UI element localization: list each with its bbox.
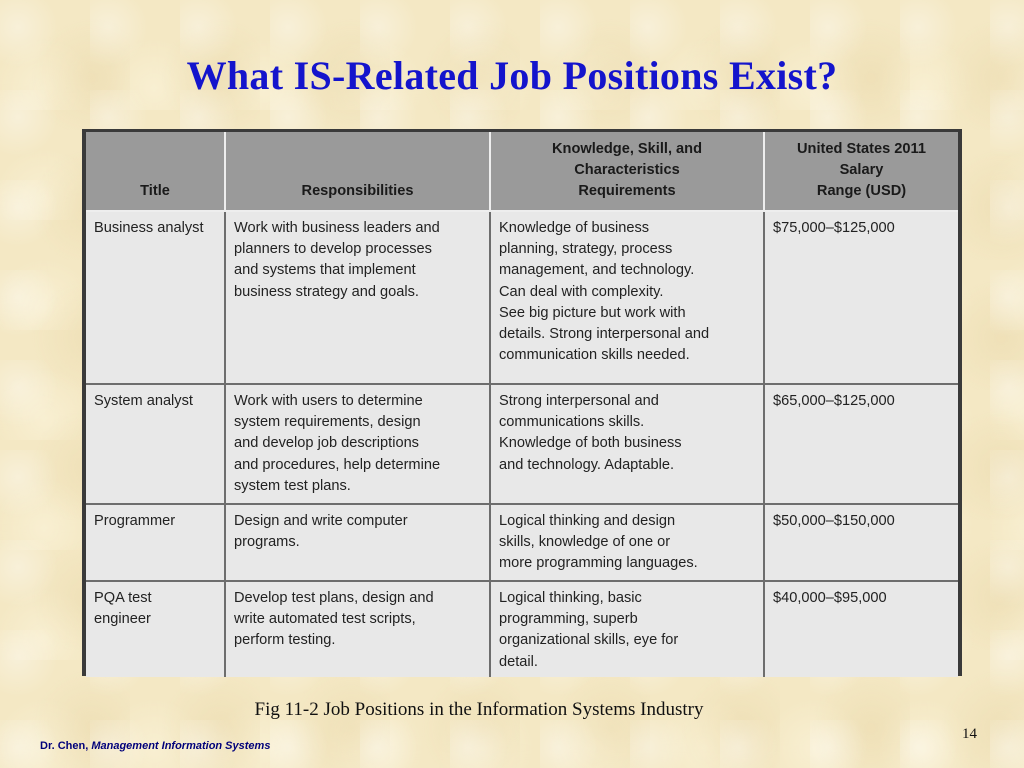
cell-salary: $75,000–$125,000 (764, 211, 958, 384)
column-header-title: Title (86, 132, 225, 211)
cell-title: Programmer (86, 504, 225, 581)
slide-title: What IS-Related Job Positions Exist? (186, 53, 838, 98)
footer-author: Dr. Chen, (40, 740, 92, 752)
table-header-row (86, 132, 958, 211)
cell-responsibilities: Develop test plans, design and write automated test scripts, perform testing. (225, 581, 490, 677)
table-row (86, 581, 958, 677)
cell-salary: $50,000–$150,000 (764, 504, 958, 581)
cell-responsibilities: Design and write computer programs. (225, 504, 490, 581)
job-positions-table (86, 132, 958, 677)
table-row (86, 211, 958, 384)
cell-salary: $65,000–$125,000 (764, 384, 958, 504)
figure-caption: Fig 11-2 Job Positions in the Information Systems Industry (254, 699, 704, 720)
page-number: 14 (962, 726, 977, 742)
cell-responsibilities: Work with business leaders and planners to develop processes and systems that implement business strategy and goals. (225, 211, 490, 384)
column-header-requirements: Knowledge, Skill, and Characteristics Requirements (490, 132, 764, 211)
job-positions-table-frame (82, 129, 962, 676)
cell-title: Business analyst (86, 211, 225, 384)
cell-requirements: Logical thinking, basic programming, superb organizational skills, eye for detail. (490, 581, 764, 677)
cell-title: PQA test engineer (86, 581, 225, 677)
cell-salary: $40,000–$95,000 (764, 581, 958, 677)
cell-requirements: Strong interpersonal and communications skills. Knowledge of both business and technology. Adaptable. (490, 384, 764, 504)
footer-book-title: Management Information Systems (91, 740, 271, 752)
column-header-salary: United States 2011 Salary Range (USD) (764, 132, 958, 211)
cell-responsibilities: Work with users to determine system requirements, design and develop job descriptions and procedures, help determine system test plans. (225, 384, 490, 504)
footer (40, 740, 270, 752)
table-row (86, 504, 958, 581)
cell-title: System analyst (86, 384, 225, 504)
table-row (86, 384, 958, 504)
column-header-responsibilities: Responsibilities (225, 132, 490, 211)
cell-requirements: Knowledge of business planning, strategy, process management, and technology. Can deal with complexity. See big picture but work with details. Strong interpersonal and communication skills needed. (490, 211, 764, 384)
cell-requirements: Logical thinking and design skills, knowledge of one or more programming languages. (490, 504, 764, 581)
